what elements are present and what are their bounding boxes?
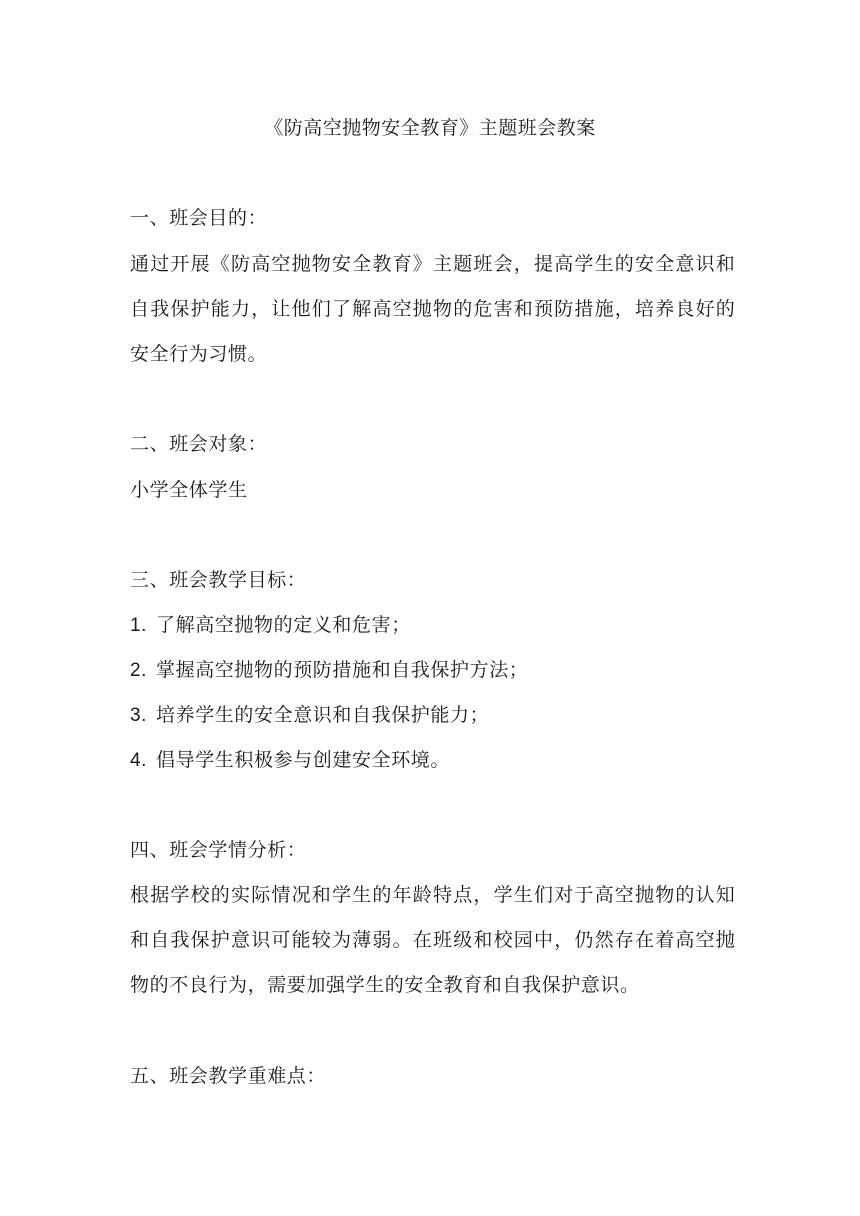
list-item xyxy=(130,746,735,775)
section-heading-audience: 二、班会对象： xyxy=(130,433,268,455)
paragraph-line: 小学全体学生 xyxy=(130,479,248,501)
list-text: 培养学生的安全意识和自我保护能力； xyxy=(156,704,490,726)
paragraph-line: 安全行为习惯。 xyxy=(130,343,268,365)
paragraph-line: 通过开展《防高空抛物安全教育》主题班会，提高学生的安全意识和 xyxy=(130,253,737,275)
list-item xyxy=(130,611,735,640)
paragraph-line: 根据学校的实际情况和学生的年龄特点，学生们对于高空抛物的认知 xyxy=(130,884,737,906)
paragraph-line: 物的不良行为，需要加强学生的安全教育和自我保护意识。 xyxy=(130,974,640,996)
section-heading-key-points: 五、班会教学重难点： xyxy=(130,1065,327,1087)
paragraph-line: 和自我保护意识可能较为薄弱。在班级和校园中，仍然存在着高空抛 xyxy=(130,929,737,951)
list-number: 2. xyxy=(130,660,148,681)
section-heading-analysis: 四、班会学情分析： xyxy=(130,839,307,861)
list-item xyxy=(130,701,735,730)
list-number: 4. xyxy=(130,750,148,771)
document-title: 《防高空抛物安全教育》主题班会教案 xyxy=(264,117,596,139)
list-item xyxy=(130,656,735,685)
paragraph-line: 自我保护能力，让他们了解高空抛物的危害和预防措施，培养良好的 xyxy=(130,298,737,320)
section-heading-goals: 三、班会教学目标： xyxy=(130,569,307,591)
list-text: 倡导学生积极参与创建安全环境。 xyxy=(156,749,451,771)
list-text: 掌握高空抛物的预防措施和自我保护方法； xyxy=(156,659,529,681)
section-heading-purpose: 一、班会目的： xyxy=(130,207,268,229)
list-text: 了解高空抛物的定义和危害； xyxy=(156,614,411,636)
list-number: 1. xyxy=(130,615,148,636)
list-number: 3. xyxy=(130,705,148,726)
